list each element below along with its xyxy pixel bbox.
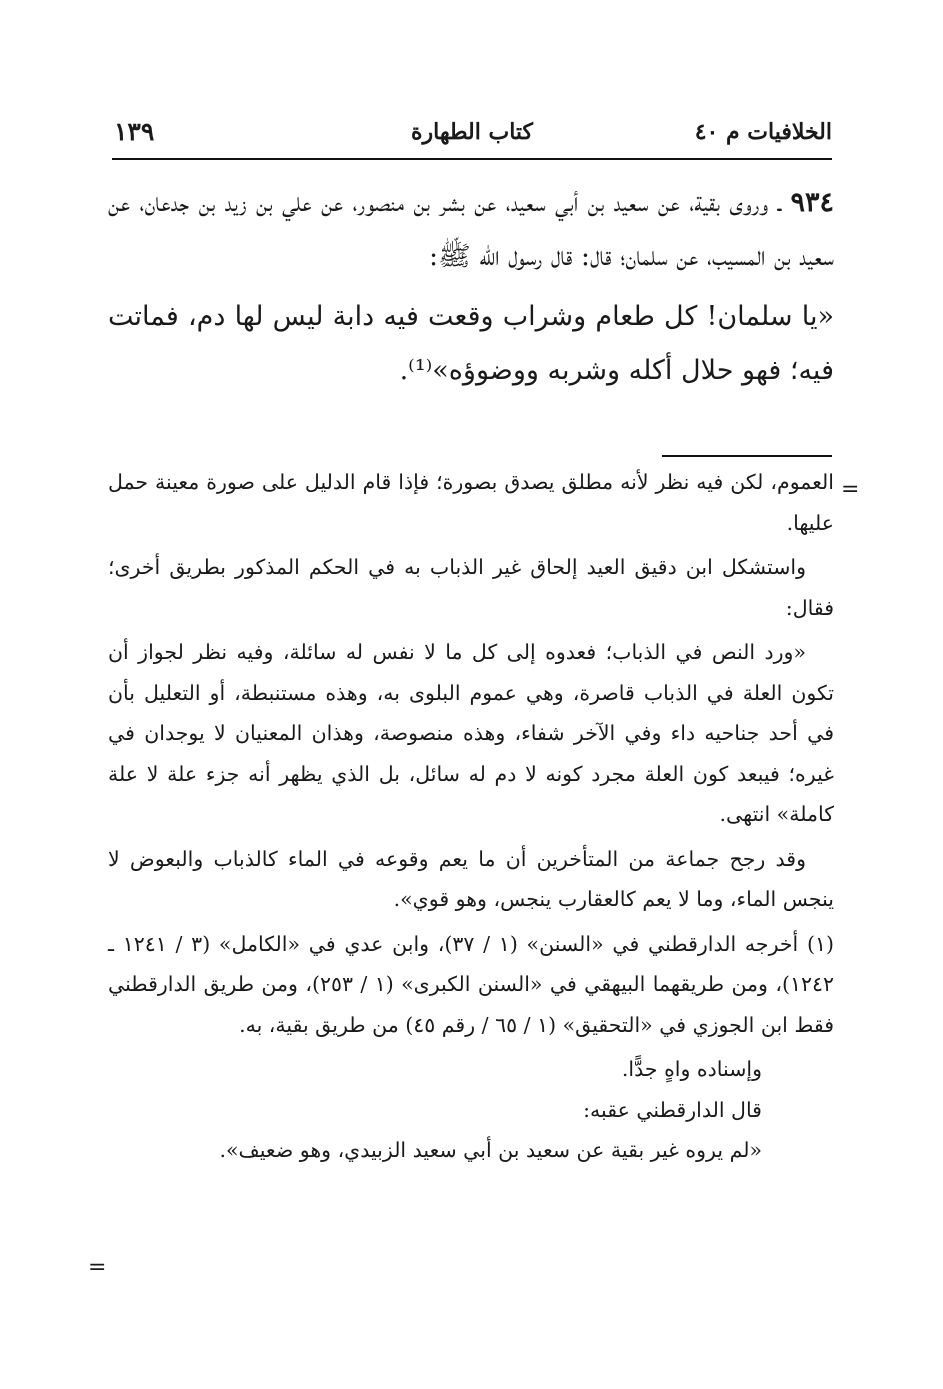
main-text xyxy=(108,176,834,398)
footnotes xyxy=(108,462,834,1171)
header-rule xyxy=(112,158,832,160)
note-paragraph: العموم، لكن فيه نظر لأنه مطلق يصدق بصورة؛ فإذا قام الدليل على صورة معينة حمل عليها. xyxy=(108,470,834,535)
hadith-isnad xyxy=(108,176,834,284)
hadith-number: ٩٣٤ xyxy=(790,187,834,218)
end-mark: = xyxy=(88,1255,107,1280)
hadith-matn: «يا سلمان! كل طعام وشراب وقعت فيه دابة ليس لها دم، فماتت فيه؛ فهو حلال أكله وشربه ووضوؤه»⁽¹⁾. xyxy=(108,301,834,386)
note-paragraph: واستشكل ابن دقيق العيد إلحاق غير الذباب به في الحكم المذكور بطريق أخرى؛ فقال: xyxy=(108,555,834,620)
note-paragraph: وإسناده واهٍ جدًّا. xyxy=(621,1057,762,1081)
note-quote: «ورد النص في الذباب؛ فعدوه إلى كل ما لا نفس له سائلة، وفيه نظر لجواز أن تكون العلة في الذباب قاصرة، وهي عموم البلوى به، وهذه مستنبطة، أو التعليل بأن في أحد جناحيه داء وفي الآخر شفاء، وهذه منصوصة، وهذان المعنيان لا يوجدان في غيره؛ فيبعد كون العلة مجرد كونه لا دم له سائل، بل الذي يظهر أنه جزء علة لا علة كاملة» انتهى. xyxy=(108,640,834,826)
note-paragraph: وقد رجح جماعة من المتأخرين أن ما يعم وقوعه في الماء كالذباب والبعوض لا ينجس الماء، وما لا يعم كالعقارب ينجس، وهو قوي». xyxy=(108,846,834,911)
hadith-isnad-text: ـ وروى بقية، عن سعيد بن أبي سعيد، عن بشر بن منصور، عن علي بن زيد بن جدعان، عن سعيد بن المسيب، عن سلمان؛ قال: قال رسول الله ﷺ: xyxy=(108,187,834,272)
continuation-mark: = xyxy=(841,477,860,502)
note-quote: «لم يروه غير بقية عن سعيد بن أبي سعيد الزبيدي، وهو ضعيف». xyxy=(219,1138,762,1162)
note-paragraph: قال الدارقطني عقبه: xyxy=(583,1097,762,1122)
volume-label: الخلافيات م ٤٠ xyxy=(694,119,832,145)
footnote-1: (١) أخرجه الدارقطني في «السنن» (١ / ٣٧)، وابن عدي في «الكامل» (٣ / ١٢٤١ ـ ١٢٤٢)، ومن طريقهما البيهقي في «السنن الكبرى» (١ / ٢٥٣)، ومن طريق الدارقطني فقط ابن الجوزي في «التحقيق» (١ / ٦٥ / رقم ٤٥) من طريق بقية، به. xyxy=(108,931,834,1037)
chapter-title: كتاب الطهارة xyxy=(410,119,534,145)
running-header xyxy=(112,112,832,156)
footnote-separator xyxy=(662,455,832,457)
page-number: ١٣٩ xyxy=(114,117,155,146)
